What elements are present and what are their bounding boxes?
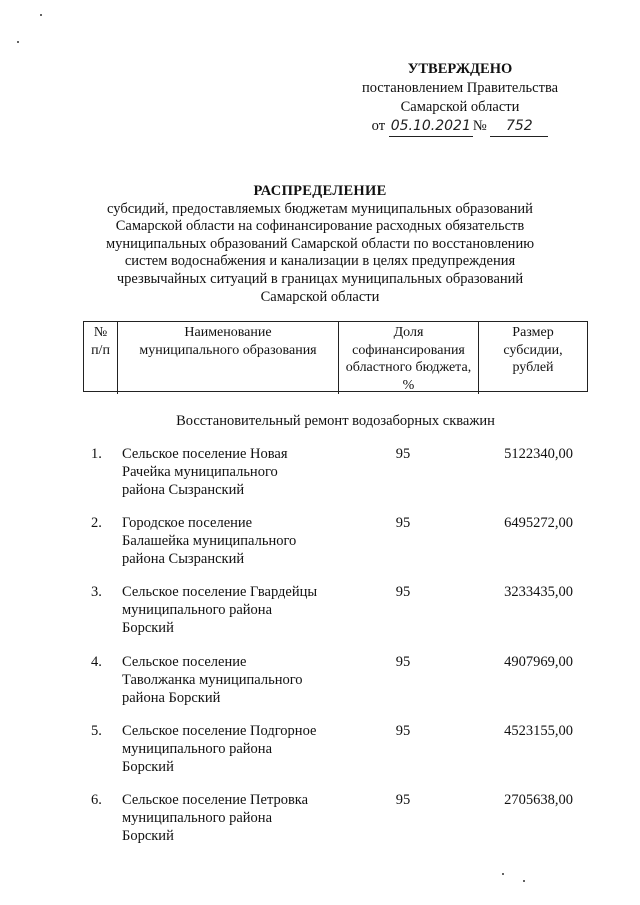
row-name-line: Городское поселение — [122, 515, 253, 531]
row-number: 2. — [91, 515, 102, 531]
row-share: 95 — [395, 515, 411, 531]
header-share-line: областного бюджета, — [345, 360, 472, 375]
row-name — [122, 515, 342, 568]
section-title: Восстановительный ремонт водозаборных скважин — [176, 413, 495, 429]
table-row — [83, 515, 588, 575]
row-amount: 6495272,00 — [504, 515, 573, 531]
scan-speck — [17, 41, 19, 43]
row-amount: 5122340,00 — [504, 446, 573, 462]
row-number: 1. — [91, 446, 102, 462]
row-name-line: района Борский — [122, 689, 221, 706]
title-line: муниципальных образований Самарской области по восстановлению — [105, 235, 535, 252]
header-num — [84, 322, 118, 394]
document-title — [70, 183, 570, 306]
header-num-line: № — [93, 325, 108, 340]
approval-date: 05.10.2021 — [389, 117, 473, 137]
row-number: 3. — [91, 584, 102, 600]
row-share: 95 — [395, 723, 411, 739]
row-name-line: Борский — [122, 758, 174, 775]
row-amount: 4907969,00 — [504, 654, 573, 670]
title-line: систем водоснабжения и канализации в целях предупреждения — [124, 253, 516, 270]
table-row — [83, 584, 588, 644]
row-name-line: муниципального района — [122, 740, 272, 757]
row-share: 95 — [395, 792, 411, 808]
row-name — [122, 446, 342, 499]
header-name-line: муниципального образования — [139, 342, 317, 358]
row-number: 6. — [91, 792, 102, 808]
row-name-line: Сельское поселение Петровка — [122, 792, 309, 808]
header-amount-line: рублей — [512, 360, 554, 375]
header-num-line: п/п — [91, 342, 110, 358]
header-share-line: % — [402, 377, 415, 393]
row-share: 95 — [395, 654, 411, 670]
row-name — [122, 792, 342, 845]
table-row — [83, 654, 588, 714]
row-amount: 2705638,00 — [504, 792, 573, 808]
header-amount-line: Размер — [512, 325, 554, 340]
row-name — [122, 584, 342, 637]
row-name-line: района Сызранский — [122, 550, 245, 567]
row-name-line: Рачейка муниципального — [122, 463, 278, 480]
row-share: 95 — [395, 584, 411, 600]
header-share-line: софинансирования — [352, 342, 465, 358]
title-line: Самарской области на софинансирование расходных обязательств — [115, 218, 525, 235]
row-name-line: Таволжанка муниципального — [122, 671, 303, 688]
header-share-line: Доля — [393, 325, 424, 340]
approval-number-label: № — [472, 118, 487, 134]
table-header — [83, 321, 588, 392]
row-amount: 4523155,00 — [504, 723, 573, 739]
approval-line-2: Самарской области — [400, 99, 520, 115]
header-name — [118, 322, 339, 394]
header-amount — [479, 322, 587, 394]
row-name-line: Балашейка муниципального — [122, 532, 297, 549]
row-name-line: Сельское поселение Новая — [122, 446, 288, 462]
row-name-line: Борский — [122, 827, 174, 844]
title-line: субсидий, предоставляемых бюджетам муниципальных образований — [107, 200, 533, 217]
approval-heading: УТВЕРЖДЕНО — [407, 61, 513, 77]
table-row — [83, 723, 588, 783]
row-name-line: Сельское поселение Подгорное — [122, 723, 317, 739]
row-name-line: района Сызранский — [122, 481, 245, 498]
approval-number: 752 — [490, 117, 548, 137]
row-number: 5. — [91, 723, 102, 739]
title-heading: РАСПРЕДЕЛЕНИЕ — [253, 183, 387, 199]
row-name-line: муниципального района — [122, 809, 272, 826]
header-name-line: Наименование — [184, 325, 272, 340]
approval-date-number — [350, 117, 570, 137]
row-number: 4. — [91, 654, 102, 670]
title-line: Самарской области — [260, 288, 380, 305]
row-name-line: Сельское поселение — [122, 654, 247, 670]
approval-block — [350, 60, 570, 137]
row-name-line: муниципального района — [122, 601, 272, 618]
row-name — [122, 654, 342, 707]
row-share: 95 — [395, 446, 411, 462]
row-name-line: Борский — [122, 619, 174, 636]
header-share — [339, 322, 479, 394]
approval-from-label: от — [371, 118, 386, 134]
header-amount-line: субсидии, — [503, 342, 563, 358]
table-row — [83, 792, 588, 852]
scan-speck — [502, 873, 504, 875]
title-line: чрезвычайных ситуаций в границах муниципальных образований — [116, 270, 524, 287]
approval-line-1: постановлением Правительства — [361, 80, 559, 96]
table-row — [83, 446, 588, 506]
row-amount: 3233435,00 — [504, 584, 573, 600]
scan-speck — [40, 14, 42, 16]
row-name-line: Сельское поселение Гвардейцы — [122, 584, 318, 600]
row-name — [122, 723, 342, 776]
scan-speck — [523, 880, 525, 882]
